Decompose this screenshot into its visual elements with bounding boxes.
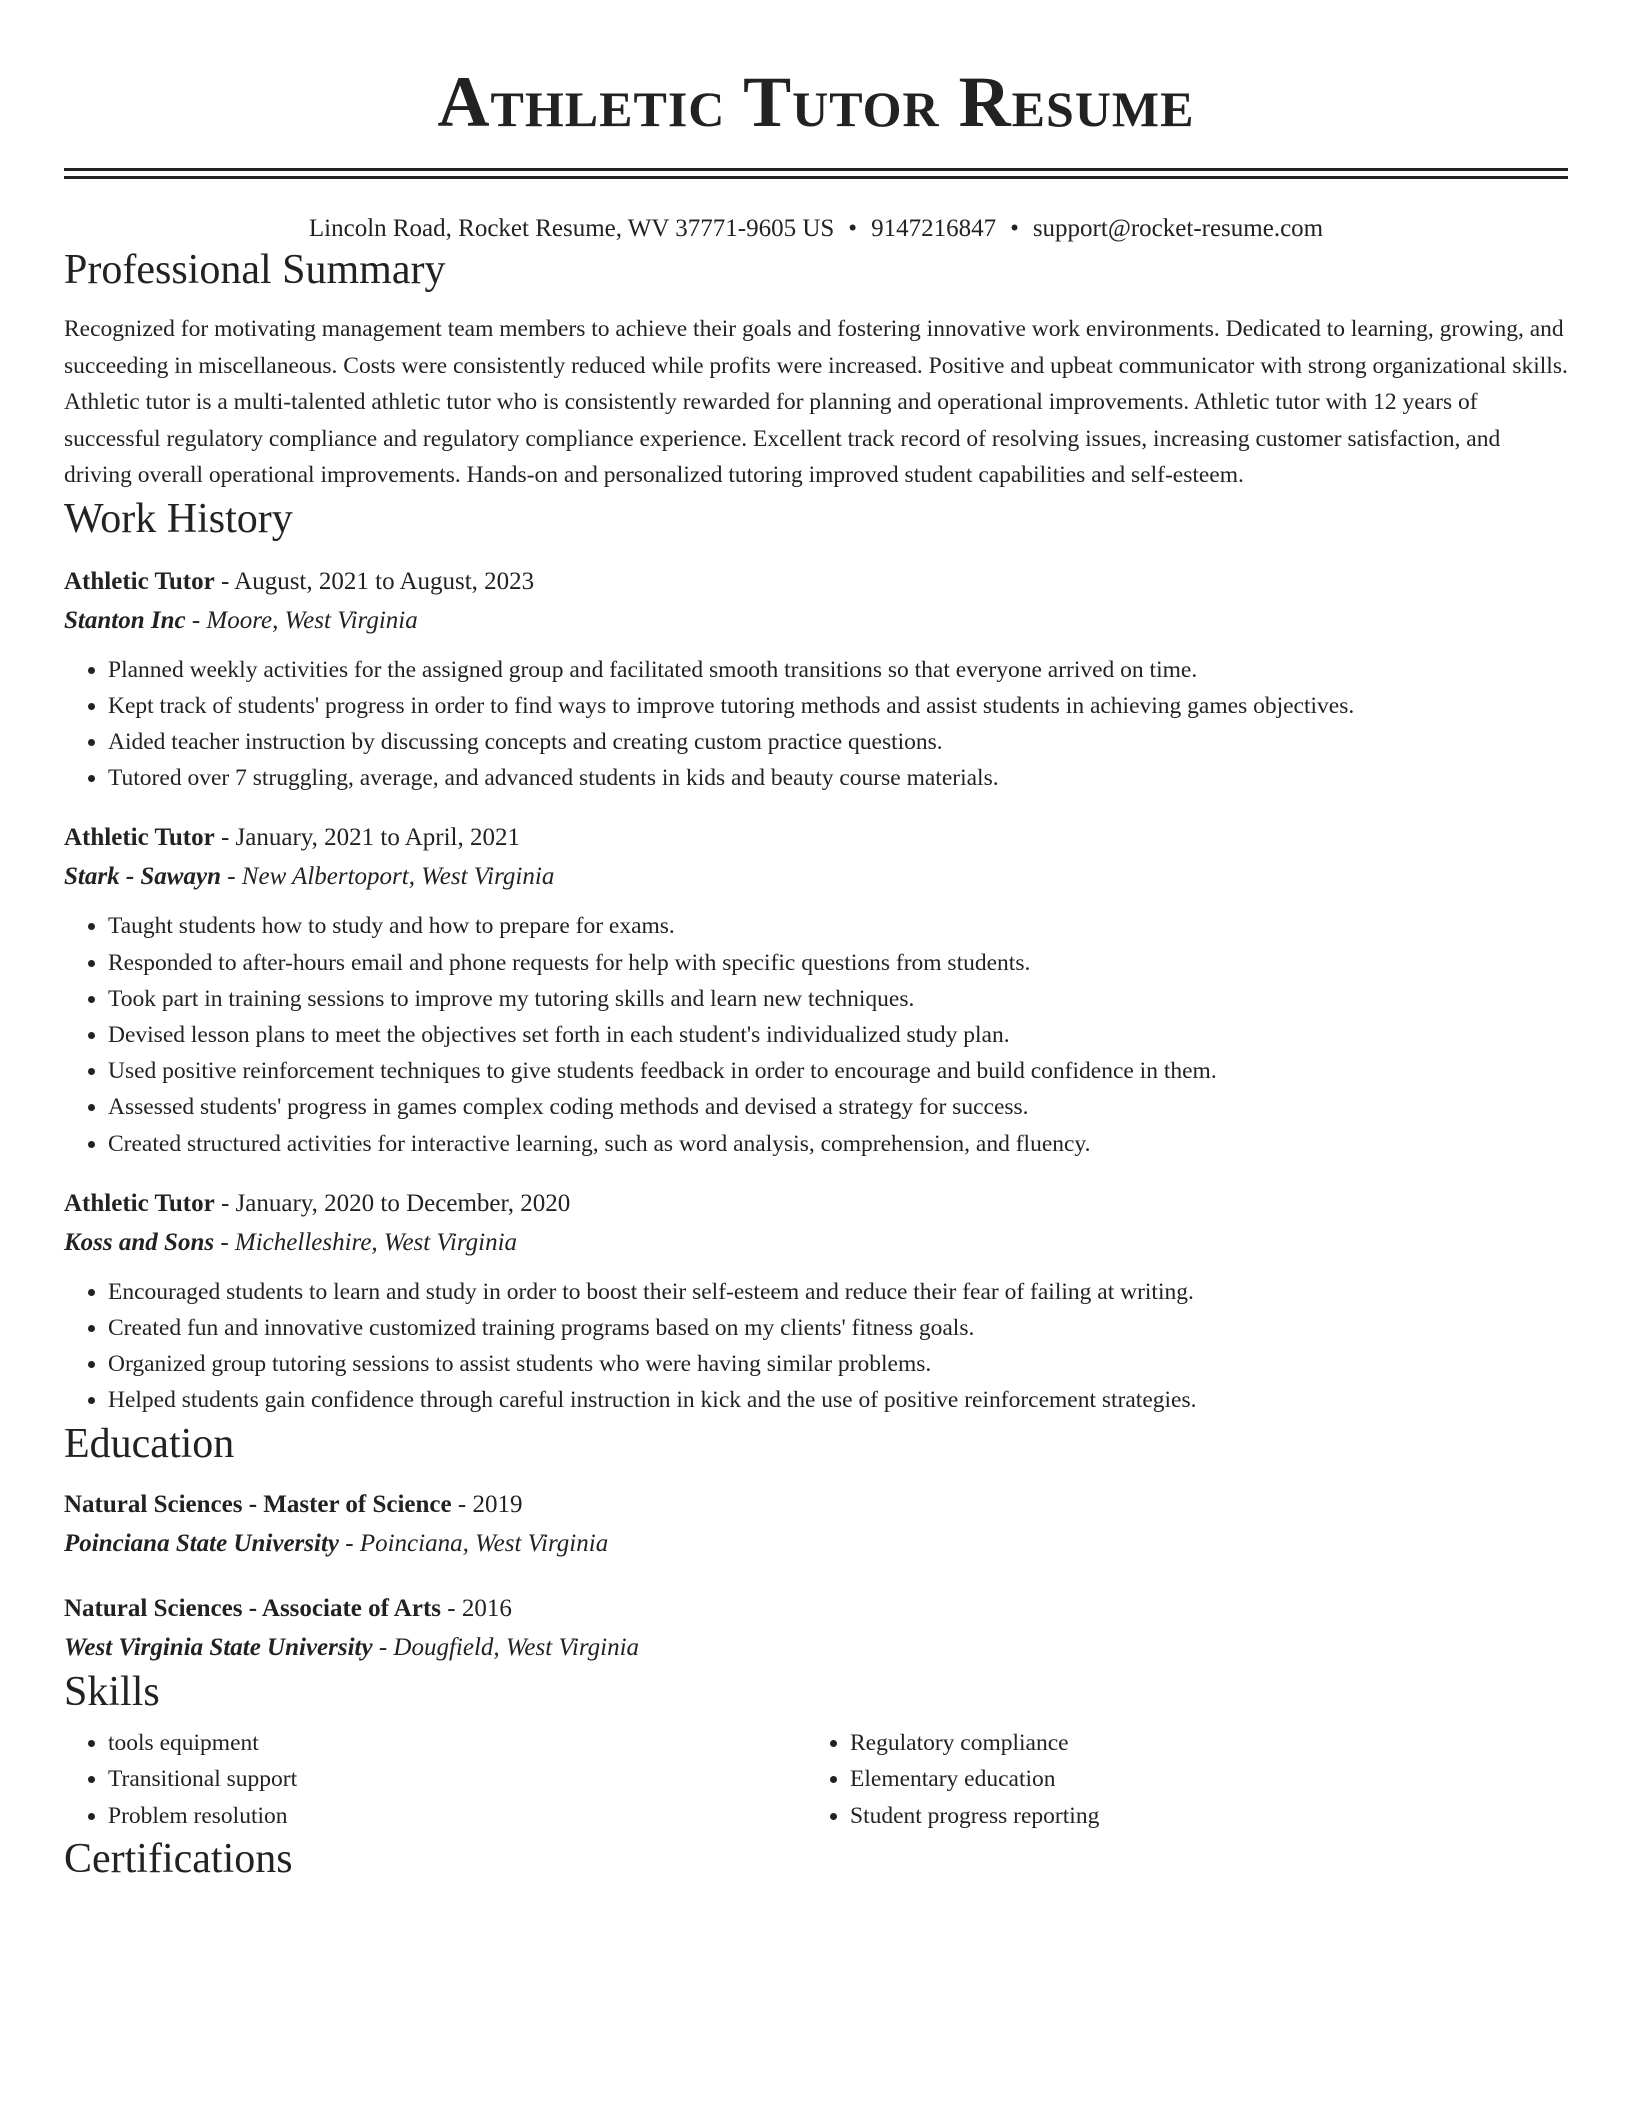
contact-line xyxy=(64,213,1568,245)
skills-column xyxy=(806,1725,1550,1835)
job-title: Athletic Tutor xyxy=(64,567,215,595)
skill-item: • tools equipment xyxy=(108,1725,806,1762)
job-location: - Michelleshire, West Virginia xyxy=(214,1228,518,1256)
school-location: - Dougfield, West Virginia xyxy=(372,1633,640,1661)
skill-item: • Student progress reporting xyxy=(850,1798,1550,1835)
job-entry xyxy=(64,562,1568,797)
job-company: Stark - Sawayn xyxy=(64,863,221,891)
work-history-heading: Work History xyxy=(64,495,293,542)
resume-title: Athletic Tutor Resume xyxy=(437,62,1195,142)
job-entry xyxy=(64,1184,1568,1419)
contact-email[interactable]: support@rocket-resume.com xyxy=(1032,215,1324,242)
job-entry xyxy=(64,818,1568,1161)
job-title-line xyxy=(64,818,1568,857)
contact-separator: • xyxy=(848,215,858,242)
skill-item: • Elementary education xyxy=(850,1761,1550,1798)
job-bullet: • Planned weekly activities for the assigned group and facilitated smooth transitions so that everyone arrived on time. xyxy=(108,652,1568,688)
job-location: - Moore, West Virginia xyxy=(185,606,418,634)
skills-list xyxy=(64,1725,1568,1835)
school-location: - Poinciana, West Virginia xyxy=(339,1529,609,1557)
summary-text: Recognized for motivating management team members to achieve their goals and fostering innovative work environments. Dedicated to learning, growing, and succeeding in miscellaneous. Costs were consistently reduced while profits were increased. Positive and upbeat communicator with strong organizational skills. Athletic tutor is a multi-talented athletic tutor who is consistently rewarded for planning and operational improvements. Athletic tutor with 12 years of successful regulatory compliance and regulatory compliance experience. Excellent track record of resolving issues, increasing customer satisfaction, and driving overall operational improvements. Hands-on and personalized tutoring improved student capabilities and self-esteem. xyxy=(64,316,1568,488)
job-location: - New Albertoport, West Virginia xyxy=(220,863,555,891)
job-bullet: • Aided teacher instruction by discussing concepts and creating custom practice questions. xyxy=(108,724,1568,760)
job-company: Koss and Sons xyxy=(64,1228,215,1256)
job-bullets xyxy=(64,652,1568,797)
title-divider xyxy=(64,168,1568,179)
job-title: Athletic Tutor xyxy=(64,824,215,852)
job-bullet: • Devised lesson plans to meet the objectives set forth in each student's individualized study plan. xyxy=(108,1017,1568,1053)
job-title-line xyxy=(64,1184,1568,1223)
contact-address: Lincoln Road, Rocket Resume, WV 37771-9605 US xyxy=(308,215,835,242)
job-bullet: • Assessed students' progress in games complex coding methods and devised a strategy for success. xyxy=(108,1089,1568,1125)
job-bullet: • Tutored over 7 struggling, average, and advanced students in kids and beauty course materials. xyxy=(108,760,1568,796)
certifications-heading: Certifications xyxy=(64,1836,293,1883)
school-line xyxy=(64,1628,1568,1667)
degree-year: - 2019 xyxy=(451,1490,523,1518)
job-bullet: • Took part in training sessions to improve my tutoring skills and learn new techniques. xyxy=(108,981,1568,1017)
job-title: Athletic Tutor xyxy=(64,1189,215,1217)
degree-year: - 2016 xyxy=(441,1594,512,1622)
education-entry xyxy=(64,1485,1568,1563)
job-bullet: • Responded to after-hours email and phone requests for help with specific questions from students. xyxy=(108,945,1568,981)
summary-heading: Professional Summary xyxy=(64,247,446,293)
school-line xyxy=(64,1524,1568,1563)
skills-heading: Skills xyxy=(64,1668,160,1715)
skill-item: • Regulatory compliance xyxy=(850,1725,1550,1762)
contact-phone: 9147216847 xyxy=(871,215,997,242)
job-bullets xyxy=(64,1274,1568,1419)
job-company: Stanton Inc xyxy=(64,606,186,634)
job-bullet: • Kept track of students' progress in order to find ways to improve tutoring methods and assist students in achieving games objectives. xyxy=(108,688,1568,724)
school: West Virginia State University xyxy=(64,1633,373,1661)
education-heading: Education xyxy=(64,1420,235,1467)
resume-page xyxy=(64,0,1568,1884)
job-dates: - August, 2021 to August, 2023 xyxy=(214,567,535,595)
degree: Natural Sciences - Master of Science xyxy=(64,1490,452,1518)
job-dates: - January, 2021 to April, 2021 xyxy=(214,824,520,852)
skill-item: • Transitional support xyxy=(108,1761,806,1798)
job-org-line xyxy=(64,601,1568,640)
job-bullet: • Used positive reinforcement techniques to give students feedback in order to encourage and build confidence in them. xyxy=(108,1053,1568,1089)
degree: Natural Sciences - Associate of Arts xyxy=(64,1594,442,1622)
school: Poinciana State University xyxy=(64,1529,339,1557)
job-bullet: • Taught students how to study and how to prepare for exams. xyxy=(108,908,1568,944)
contact-separator: • xyxy=(1010,215,1019,242)
job-bullets xyxy=(64,908,1568,1161)
job-dates: - January, 2020 to December, 2020 xyxy=(214,1189,571,1217)
job-org-line xyxy=(64,857,1568,896)
degree-line xyxy=(64,1589,1568,1628)
job-bullet: • Helped students gain confidence through careful instruction in kick and the use of positive reinforcement strategies. xyxy=(108,1382,1568,1418)
job-bullet: • Created structured activities for interactive learning, such as word analysis, comprehension, and fluency. xyxy=(108,1126,1568,1162)
job-bullet: • Encouraged students to learn and study in order to boost their self-esteem and reduce their fear of failing at writing. xyxy=(108,1274,1568,1310)
degree-line xyxy=(64,1485,1568,1524)
job-title-line xyxy=(64,562,1568,601)
job-org-line xyxy=(64,1223,1568,1262)
skills-column xyxy=(64,1725,806,1835)
job-bullet: • Organized group tutoring sessions to assist students who were having similar problems. xyxy=(108,1346,1568,1382)
job-bullet: • Created fun and innovative customized training programs based on my clients' fitness goals. xyxy=(108,1310,1568,1346)
education-entry xyxy=(64,1589,1568,1667)
skill-item: • Problem resolution xyxy=(108,1798,806,1835)
